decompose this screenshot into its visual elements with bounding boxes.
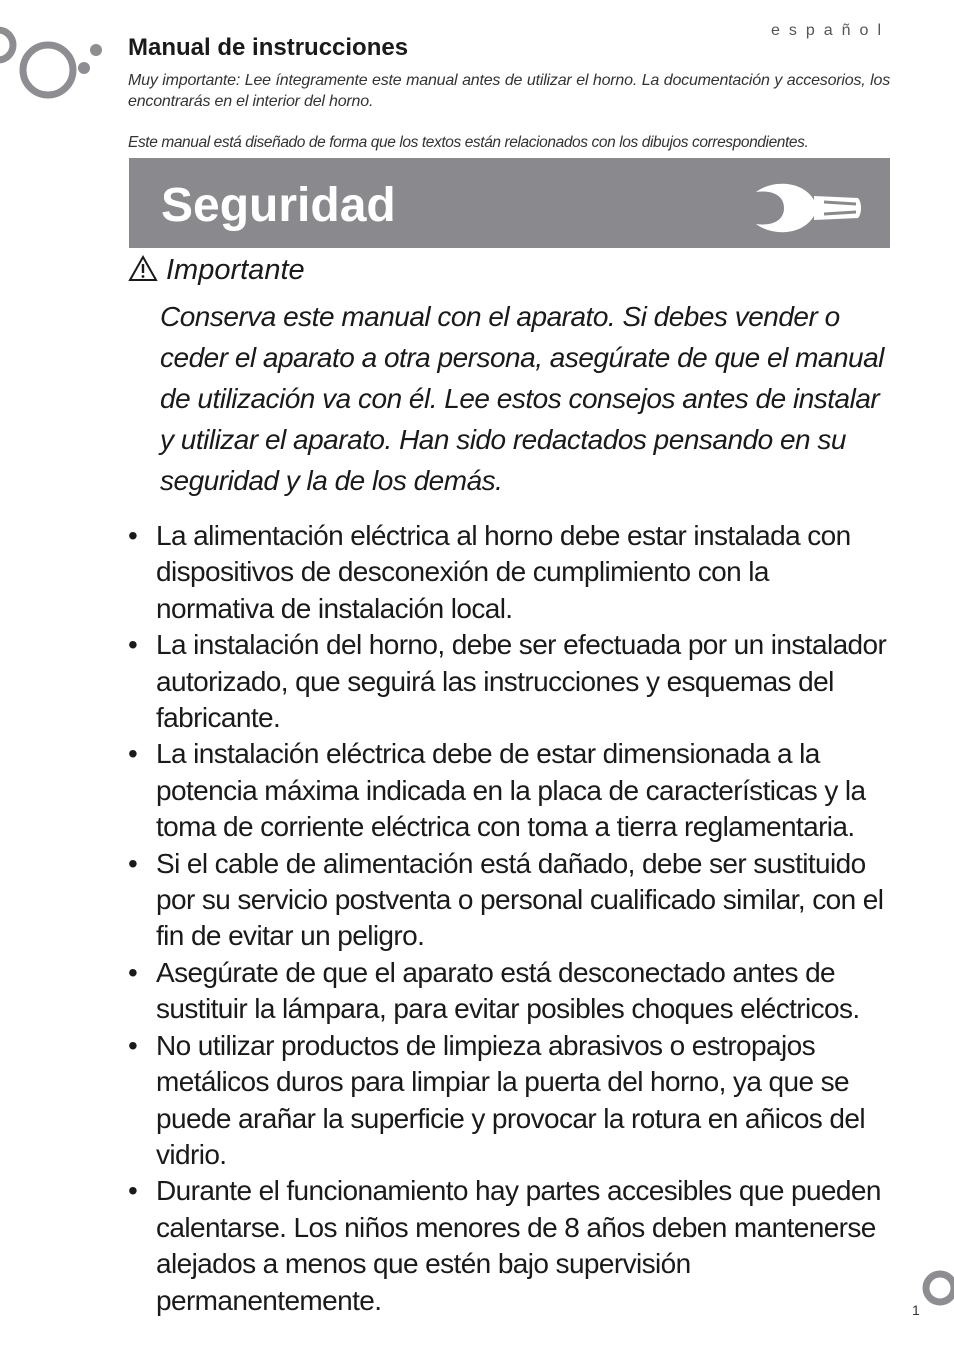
decorative-circles-logo [0, 20, 110, 110]
list-item [128, 1028, 890, 1174]
intro-paragraph: Muy importante: Lee íntegramente este manual antes de utilizar el horno. La documentación y accesorios, los encontrarás en el interior del horno. [128, 72, 890, 110]
bullet-text: La instalación del horno, debe ser efectuada por un instalador autorizado, que seguirá las instrucciones y esquemas del fabricante. [156, 629, 887, 734]
list-item [128, 1173, 890, 1319]
bullet-text: Si el cable de alimentación está dañado, debe ser sustituido por su servicio postventa o personal cualificado similar, con el fin de evitar un peligro. [156, 847, 884, 952]
important-heading [128, 254, 305, 287]
warning-icon [128, 255, 158, 282]
list-item [128, 627, 890, 736]
list-item [128, 846, 890, 955]
section-title: Seguridad [161, 179, 396, 232]
list-item [128, 955, 890, 1028]
important-body: Conserva este manual con el aparato. Si debes vender o ceder el aparato a otra persona, asegúrate de que el manual de utilización va con él. Lee estos consejos antes de instalar y utilizar el aparato. Han sido redactados pensando en su seguridad y la de los demás. [160, 301, 884, 496]
manual-title: Manual de instrucciones [128, 34, 409, 61]
bullet-text: Durante el funcionamiento hay partes accesibles que pueden calentarse. Los niños menores de 8 años deben mantenerse alejados a menos que estén bajo supervisión permanentemente. [156, 1175, 881, 1316]
bullet-text: La alimentación eléctrica al horno debe estar instalada con dispositivos de desconexión de cumplimiento con la normativa de instalación local. [156, 520, 851, 624]
bullet-text: No utilizar productos de limpieza abrasivos o estropajos metálicos duros para limpiar la puerta del horno, ya que se puede arañar la superficie y provocar la rotura en añicos del vidrio. [156, 1029, 865, 1170]
list-item [128, 736, 890, 845]
bullet-dot: • [128, 520, 138, 551]
wrench-icon [752, 178, 862, 238]
decorative-ring-icon [920, 1266, 954, 1310]
bullet-dot: • [128, 956, 138, 988]
bullet-dot: • [128, 629, 138, 661]
page-number: 1 [912, 1302, 920, 1318]
bullet-text: La instalación eléctrica debe de estar dimensionada a la potencia máxima indicada en la placa de características y la toma de corriente eléctrica con toma a tierra reglamentaria. [156, 738, 866, 843]
bullet-text: Asegúrate de que el aparato está desconectado antes de sustituir la lámpara, para evitar posibles choques eléctricos. [156, 956, 860, 1025]
list-item [128, 518, 890, 627]
bullet-dot: • [128, 1175, 138, 1207]
section-header-band [129, 158, 890, 248]
important-heading-text: Importante [166, 254, 305, 286]
bullet-dot: • [128, 738, 138, 770]
design-note: Este manual está diseñado de forma que los textos están relacionados con los dibujos correspondientes. [128, 134, 809, 151]
language-label: español [770, 22, 890, 39]
safety-bullet-list [128, 518, 890, 1319]
bullet-dot: • [128, 1029, 138, 1061]
bullet-dot: • [128, 847, 138, 879]
